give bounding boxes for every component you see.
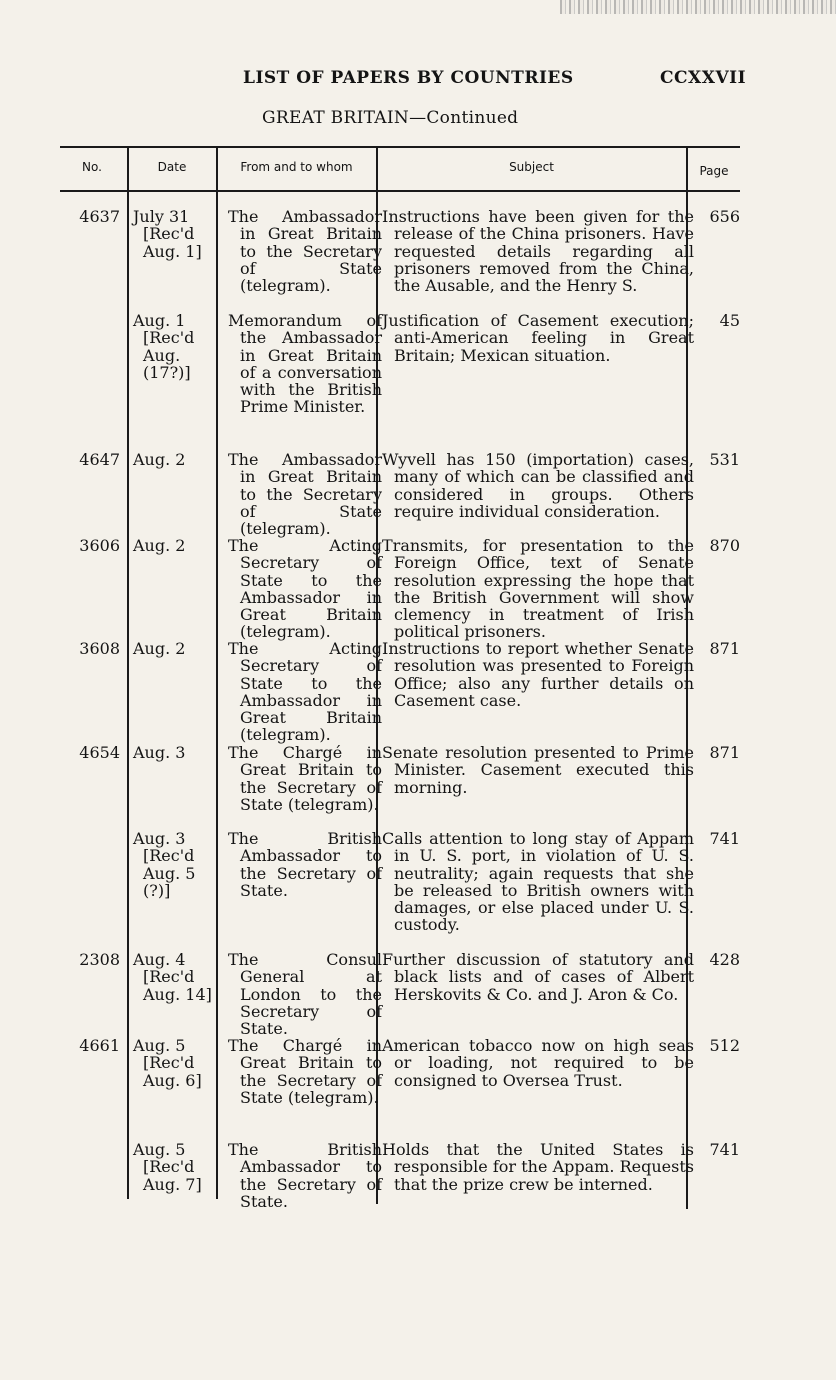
from-to-cell: The Chargé in Great Britain to the Secretary of State (telegram). <box>228 1036 382 1107</box>
date-line: Aug. 7] <box>143 1174 202 1194</box>
date-cell <box>133 312 211 381</box>
column-divider <box>216 146 218 1199</box>
date-line: Aug. <box>143 345 181 365</box>
paper-number: 2308 <box>79 950 120 969</box>
page-ref: 531 <box>709 450 740 469</box>
from-to-cell: The British Ambassador to the Secretary of State. <box>228 829 382 900</box>
page-ref: 870 <box>709 536 740 555</box>
table-top-rule <box>60 146 740 148</box>
page-ref: 871 <box>709 743 740 762</box>
date-cell <box>133 537 211 554</box>
paper-number: 4661 <box>79 1036 120 1055</box>
column-header-from-to: From and to whom <box>240 160 353 174</box>
subject-cell: Further discussion of statutory and black lists and of cases of Albert Herskovits & Co. and J. Aron & Co. <box>382 950 694 1004</box>
date-cell <box>133 208 211 260</box>
paper-number: 3606 <box>79 536 120 555</box>
page-ref: 741 <box>709 1140 740 1159</box>
date-line: Aug. 5 <box>133 1036 186 1055</box>
section-title: GREAT BRITAIN—Continued <box>262 108 519 128</box>
paper-number: 4647 <box>79 450 120 469</box>
subject-cell: Calls attention to long stay of Appam in U. S. port, in violation of U. S. neutrality; again requests that she be released to British owners with damages, or else placed under U. S. custody. <box>382 829 694 935</box>
page-number-roman: CCXXVII <box>660 68 747 88</box>
table-header-rule <box>60 190 740 192</box>
from-to-cell: The Ambassador in Great Britain to the Secretary of State (telegram). <box>228 207 382 296</box>
subject-cell: Wyvell has 150 (importation) cases, many of which can be classified and considered in groups. Others require individual consideration. <box>382 450 694 521</box>
date-line: Aug. 1] <box>143 241 202 261</box>
column-header-subject: Subject <box>509 160 554 174</box>
from-to-cell: The Ambassador in Great Britain to the Secretary of State (telegram). <box>228 450 382 539</box>
from-to-cell: The Acting Secretary of State to the Ambassador in Great Britain (telegram). <box>228 639 382 745</box>
date-line: Aug. 2 <box>133 536 186 555</box>
date-line: Aug. 3 <box>133 743 186 762</box>
column-header-page: Page <box>699 164 729 178</box>
date-line: Aug. 6] <box>143 1070 202 1090</box>
subject-cell: Senate resolution presented to Prime Minister. Casement executed this morning. <box>382 743 694 797</box>
date-line: Aug. 14] <box>143 984 212 1004</box>
date-line: Aug. 5 <box>143 863 196 883</box>
date-line: Aug. 5 <box>133 1140 186 1159</box>
from-to-cell: The Chargé in Great Britain to the Secretary of State (telegram). <box>228 743 382 814</box>
date-line: July 31 <box>133 207 190 226</box>
paper-number: 3608 <box>79 639 120 658</box>
paper-number: 4654 <box>79 743 120 762</box>
date-cell <box>133 744 211 761</box>
page-ref: 656 <box>709 207 740 226</box>
date-line: [Rec'd <box>143 967 195 987</box>
date-line: Aug. 2 <box>133 450 186 469</box>
date-line: [Rec'd <box>143 328 195 348</box>
date-cell <box>133 451 211 468</box>
page-ref: 871 <box>709 639 740 658</box>
from-to-cell: The Consul General at London to the Secretary of State. <box>228 950 382 1039</box>
column-divider <box>127 146 129 1199</box>
date-line: Aug. 4 <box>133 950 186 969</box>
date-cell <box>133 640 211 657</box>
date-line: Aug. 2 <box>133 639 186 658</box>
column-header-no: No. <box>82 160 102 174</box>
date-cell <box>133 951 211 1003</box>
date-line: (17?)] <box>143 362 191 382</box>
subject-cell: Instructions to report whether Senate resolution was presented to Foreign Office; also any further details on Casement case. <box>382 639 694 710</box>
subject-cell: American tobacco now on high seas or loading, not required to be consigned to Oversea Trust. <box>382 1036 694 1090</box>
page-ref: 741 <box>709 829 740 848</box>
from-to-cell: The British Ambassador to the Secretary of State. <box>228 1140 382 1211</box>
subject-cell: Justification of Casement execution; anti-American feeling in Great Britain; Mexican situation. <box>382 311 694 365</box>
date-cell <box>133 1037 211 1089</box>
scan-edge-noise <box>560 0 836 14</box>
date-line: Aug. 1 <box>133 311 186 330</box>
date-cell <box>133 1141 211 1193</box>
page-ref: 428 <box>709 950 740 969</box>
date-line: [Rec'd <box>143 1157 195 1177</box>
date-line: [Rec'd <box>143 846 195 866</box>
date-line: Aug. 3 <box>133 829 186 848</box>
date-line: [Rec'd <box>143 1053 195 1073</box>
subject-cell: Instructions have been given for the release of the China prisoners. Have requested details regarding all prisoners removed from the China, the Ausable, and the Henry S. <box>382 207 694 296</box>
column-header-date: Date <box>157 160 187 174</box>
date-line: [Rec'd <box>143 224 195 244</box>
from-to-cell: Memorandum of the Ambassador in Great Britain of a conversation with the British Prime Minister. <box>228 311 382 417</box>
date-cell <box>133 830 211 899</box>
paper-number: 4637 <box>79 207 120 226</box>
subject-cell: Transmits, for presentation to the Foreign Office, text of Senate resolution expressing the hope that the British Government will show clemency in treatment of Irish political prisoners. <box>382 536 694 642</box>
subject-cell: Holds that the United States is responsible for the Appam. Requests that the prize crew be interned. <box>382 1140 694 1194</box>
running-title: LIST OF PAPERS BY COUNTRIES <box>243 68 574 88</box>
from-to-cell: The Acting Secretary of State to the Ambassador in Great Britain (telegram). <box>228 536 382 642</box>
date-line: (?)] <box>143 880 171 900</box>
page-ref: 45 <box>719 311 740 330</box>
page-ref: 512 <box>709 1036 740 1055</box>
